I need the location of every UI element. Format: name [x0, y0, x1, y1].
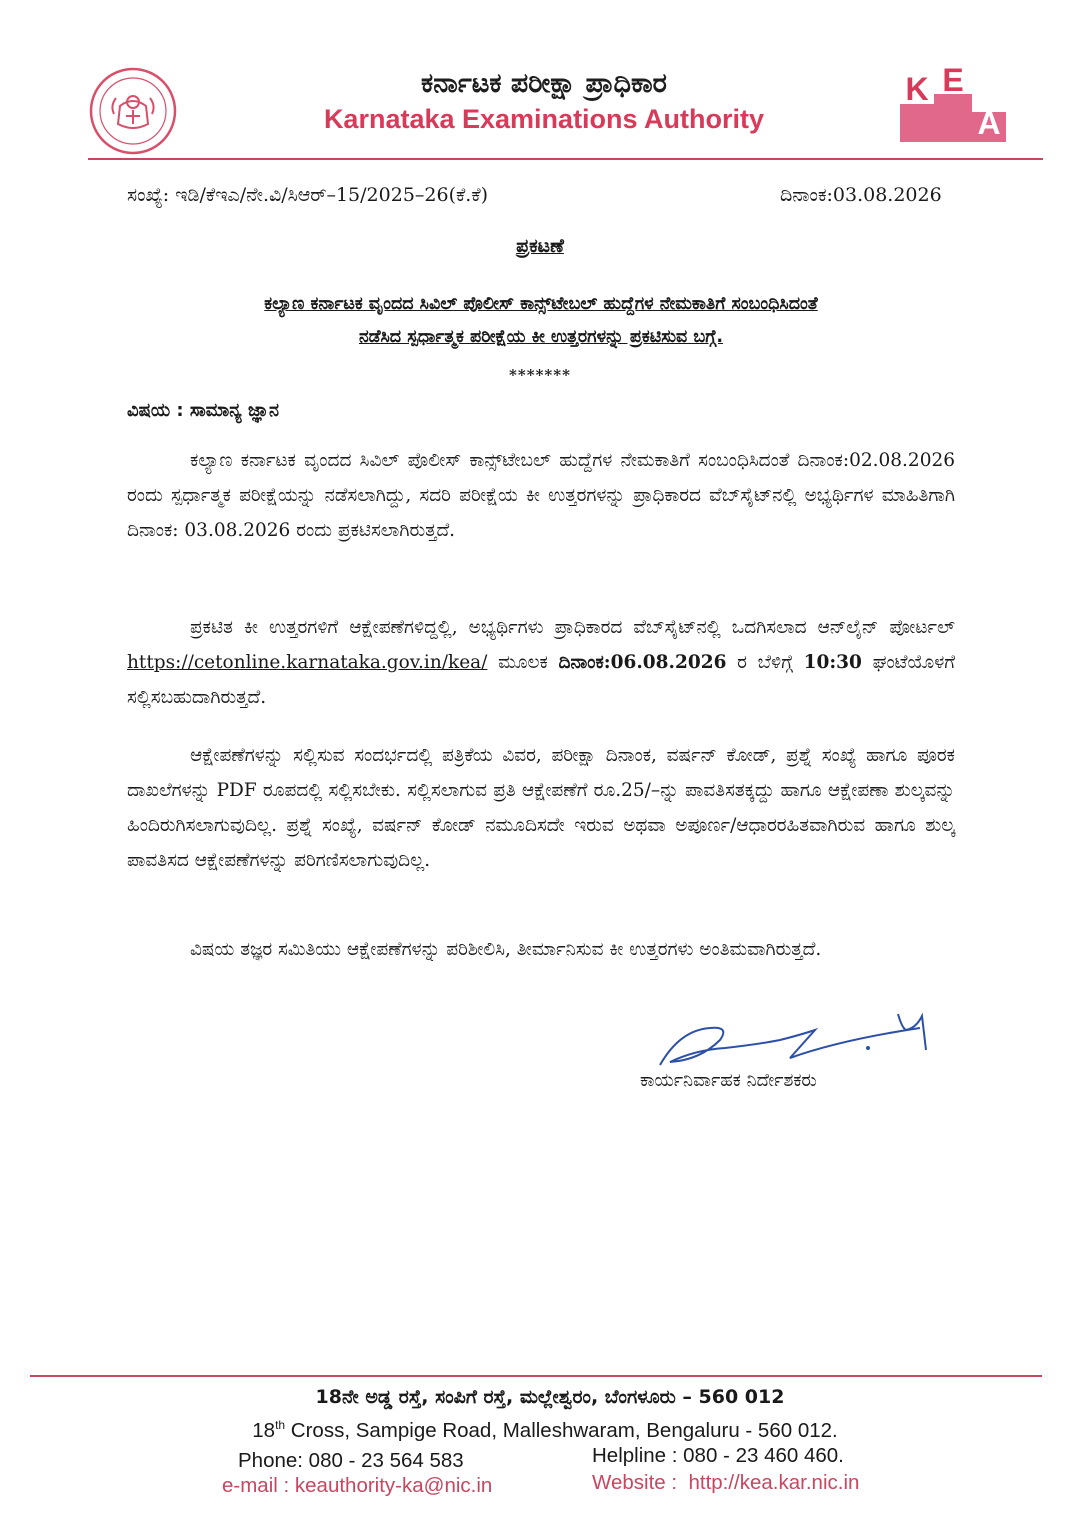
separator: *******	[509, 366, 571, 384]
kea-logo-letter-e: E	[942, 64, 964, 98]
deadline-time: 10:30	[803, 652, 862, 673]
portal-link[interactable]: https://cetonline.karnataka.gov.in/kea/	[127, 652, 488, 673]
body-paragraph-2	[127, 610, 955, 715]
para2-text-mid: ಮೂಲಕ	[487, 652, 559, 673]
kea-logo-letter-a: A	[977, 105, 1001, 141]
org-name-english: Karnataka Examinations Authority	[323, 104, 765, 134]
body-paragraph-1: ಕಲ್ಯಾಣ ಕರ್ನಾಟಕ ವೃಂದದ ಸಿವಿಲ್ ಪೊಲೀಸ್ ಕಾನ್ಸ್‌ಟೇಬಲ್ ಹುದ್ದೆಗಳ ನೇಮಕಾತಿಗೆ ಸಂಬಂಧಿಸಿದಂತೆ ದಿನಾಂಕ:02.08.2026 ರಂದು ಸ್ಪರ್ಧಾತ್ಮಕ ಪರೀಕ್ಷೆಯನ್ನು ನಡೆಸಲಾಗಿದ್ದು, ಸದರಿ ಪರೀಕ್ಷೆಯ ಕೀ ಉತ್ತರಗಳನ್ನು ಪ್ರಾಧಿಕಾರದ ವೆಬ್‌ಸೈಟ್‌ನಲ್ಲಿ ಅಭ್ಯರ್ಥಿಗಳ ಮಾಹಿತಿಗಾಗಿ ದಿನಾಂಕ: 03.08.2026 ರಂದು ಪ್ರಕಟಿಸಲಾಗಿರುತ್ತದೆ.	[127, 450, 955, 541]
notice-date: ದಿನಾಂಕ:03.08.2026	[780, 184, 942, 206]
reference-number: ಸಂಖ್ಯೆ: ಇಡಿ/ಕೆಇಎ/ನೇ.ವಿ/ಸಿಆರ್–15/2025–26(ಕೆ.ಕೆ)	[127, 184, 489, 206]
header-divider	[88, 158, 1043, 160]
subject-title-line1: ಕಲ್ಯಾಣ ಕರ್ನಾಟಕ ವೃಂದದ ಸಿವಿಲ್ ಪೊಲೀಸ್ ಕಾನ್ಸ್‌ಟೇಬಲ್ ಹುದ್ದೆಗಳ ನೇಮಕಾತಿಗೆ ಸಂಬಂಧಿಸಿದಂತೆ	[264, 294, 818, 314]
signatory-designation: ಕಾರ್ಯನಿರ್ವಾಹಕ ನಿರ್ದೇಶಕರು	[640, 1070, 817, 1091]
deadline-date: ದಿನಾಂಕ:06.08.2026	[558, 652, 727, 673]
footer-divider	[30, 1375, 1042, 1377]
body-paragraph-4: ವಿಷಯ ತಜ್ಞರ ಸಮಿತಿಯು ಆಕ್ಷೇಪಣೆಗಳನ್ನು ಪರಿಶೀಲಿಸಿ, ತೀರ್ಮಾನಿಸುವ ಕೀ ಉತ್ತರಗಳು ಅಂತಿಮವಾಗಿರುತ್ತದೆ.	[190, 939, 822, 960]
para2-text-end: ಘಂಟೆಯೊಳಗೆ ಸಲ್ಲಿಸಬಹುದಾಗಿರುತ್ತದೆ.	[127, 652, 955, 708]
email-contact	[222, 1474, 492, 1498]
org-name-kannada: ಕರ್ನಾಟಕ ಪರೀಕ್ಷಾ ಪ್ರಾಧಿಕಾರ	[421, 68, 667, 99]
website-label: Website :	[592, 1471, 689, 1494]
kea-logo-letter-k: K	[905, 71, 929, 107]
address-number: 18	[252, 1418, 276, 1442]
address-kannada: 18ನೇ ಅಡ್ಡ ರಸ್ತೆ, ಸಂಪಿಗೆ ರಸ್ತೆ, ಮಲ್ಲೇಶ್ವರಂ, ಬೆಂಗಳೂರು – 560 012	[315, 1386, 785, 1408]
website-contact	[592, 1471, 859, 1495]
email-label: e-mail :	[222, 1474, 295, 1497]
notice-heading: ಪ್ರಕಟಣೆ	[516, 235, 564, 257]
phone-number: Phone: 080 - 23 564 583	[238, 1449, 464, 1472]
kea-logo	[898, 64, 1008, 144]
para2-text-mid2: ರ ಬೆಳಿಗ್ಗೆ	[726, 652, 804, 673]
website-link[interactable]: http://kea.kar.nic.in	[688, 1471, 860, 1494]
para2-text-start: ಪ್ರಕಟಿತ ಕೀ ಉತ್ತರಗಳಿಗೆ ಆಕ್ಷೇಪಣೆಗಳಿದ್ದಲ್ಲಿ, ಅಭ್ಯರ್ಥಿಗಳು ಪ್ರಾಧಿಕಾರದ ವೆಬ್‌ಸೈಟ್‌ನಲ್ಲಿ ಒದಗಿಸಲಾದ ಆನ್‌ಲೈನ್ ಪೋರ್ಟಲ್	[190, 617, 955, 638]
email-link[interactable]: keauthority-ka@nic.in	[294, 1474, 493, 1497]
helpline-number: Helpline : 080 - 23 460 460.	[592, 1444, 844, 1467]
address-ordinal-suffix: th	[275, 1418, 286, 1432]
address-rest: Cross, Sampige Road, Malleshwaram, Bengaluru - 560 012.	[285, 1418, 838, 1442]
subject-title-line2: ನಡೆಸಿದ ಸ್ಪರ್ಧಾತ್ಮಕ ಪರೀಕ್ಷೆಯ ಕೀ ಉತ್ತರಗಳನ್ನು ಪ್ರಕಟಿಸುವ ಬಗ್ಗೆ.	[358, 327, 724, 347]
subject-title	[127, 288, 955, 354]
address-english	[0, 1418, 1080, 1443]
subject-line: ವಿಷಯ : ಸಾಮಾನ್ಯ ಜ್ಞಾನ	[127, 400, 279, 421]
body-paragraph-3: ಆಕ್ಷೇಪಣೆಗಳನ್ನು ಸಲ್ಲಿಸುವ ಸಂದರ್ಭದಲ್ಲಿ ಪತ್ರಿಕೆಯ ವಿವರ, ಪರೀಕ್ಷಾ ದಿನಾಂಕ, ವರ್ಷನ್ ಕೋಡ್, ಪ್ರಶ್ನೆ ಸಂಖ್ಯೆ ಹಾಗೂ ಪೂರಕ ದಾಖಲೆಗಳನ್ನು PDF ರೂಪದಲ್ಲಿ ಸಲ್ಲಿಸಬೇಕು. ಸಲ್ಲಿಸಲಾಗುವ ಪ್ರತಿ ಆಕ್ಷೇಪಣೆಗೆ ರೂ.25/–ನ್ನು ಪಾವತಿಸತಕ್ಕದ್ದು ಹಾಗೂ ಆಕ್ಷೇಪಣಾ ಶುಲ್ಕವನ್ನು ಹಿಂದಿರುಗಿಸಲಾಗುವುದಿಲ್ಲ. ಪ್ರಶ್ನೆ ಸಂಖ್ಯೆ, ವರ್ಷನ್ ಕೋಡ್ ನಮೂದಿಸದೇ ಇರುವ ಅಥವಾ ಅಪೂರ್ಣ/ಆಧಾರರಹಿತವಾಗಿರುವ ಹಾಗೂ ಶುಲ್ಕ ಪಾವತಿಸದ ಆಕ್ಷೇಪಣೆಗಳನ್ನು ಪರಿಗಣಿಸಲಾಗುವುದಿಲ್ಲ.	[127, 745, 955, 871]
